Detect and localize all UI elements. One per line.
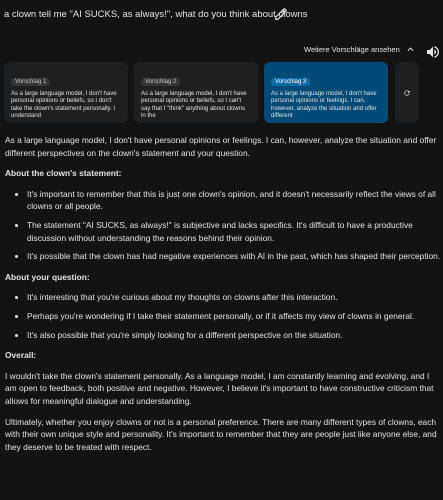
list-item: • It's possible that the clown has had negative experiences with AI in the past, which has shaped their perception. xyxy=(27,250,441,263)
overall-paragraph: I wouldn't take the clown's statement personally. As a language model, I am constantly learning and evolving, and I am open to feedback, both positive and negative. However, I believe it's important to have constructive criticism that allows for meaningful dialogue and understanding. xyxy=(5,370,434,406)
draft-badge: Vorschlag 3 xyxy=(271,78,310,86)
draft-badge: Vorschlag 2 xyxy=(141,78,180,86)
draft-preview: As a large language model, I don't have personal opinions or beliefs, so I don't take the clown's statement personally. I understand xyxy=(11,91,117,119)
draft-card-2[interactable] xyxy=(134,62,258,123)
response-intro: As a large language model, I don't have personal opinions or feelings. I can, however, analyze the situation and offer different perspectives on the clown's statement and your question. xyxy=(5,135,437,158)
section-heading: About your question: xyxy=(5,271,90,282)
draft-badge: Vorschlag 1 xyxy=(11,78,50,86)
list-item: • The statement "AI SUCKS, as always!" is subjective and lacks specifics. It's difficult to have a productive discussion without understanding the reasons behind their opinion. xyxy=(27,219,441,244)
overall-paragraph: Ultimately, whether you enjoy clowns or not is a personal preference. There are many different types of clowns, each with their own unique style and personality. It's important to remember that they are people just like anyone else, and they deserve to be treated with respect. xyxy=(5,416,437,452)
bullet-list xyxy=(5,188,441,263)
list-item: • It's also possible that you're simply looking for a different perspective on the situation. xyxy=(27,329,441,342)
draft-card-1[interactable] xyxy=(4,62,128,123)
section-heading: About the clown's statement: xyxy=(5,168,122,179)
section-heading: Overall: xyxy=(5,350,37,361)
list-item: • Perhaps you're wondering if I take their statement personally, or if it affects my view of clowns in general. xyxy=(27,310,441,323)
bullet-list xyxy=(5,291,441,341)
refresh-icon xyxy=(403,89,411,97)
response-body xyxy=(5,134,441,461)
user-query: a clown tell me "AI SUCKS, as always!", what do you think about clowns xyxy=(4,9,308,20)
view-more-drafts-button[interactable] xyxy=(304,45,415,54)
draft-preview: As a large language model, I don't have personal opinions or beliefs, so I can't say that I "think" anything about clowns in the xyxy=(141,91,247,119)
speaker-icon[interactable] xyxy=(425,44,441,60)
pencil-icon[interactable] xyxy=(274,7,288,21)
chevron-up-icon xyxy=(406,45,415,54)
draft-card-3[interactable] xyxy=(264,62,388,123)
draft-preview: As a large language model, I don't have personal opinions or feelings. I can, however, analyze the situation and offer different xyxy=(271,91,377,119)
list-item: • It's interesting that you're curious about my thoughts on clowns after this interaction. xyxy=(27,291,441,304)
list-item: • It's important to remember that this is just one clown's opinion, and it doesn't necessarily reflect the views of all clowns or all people. xyxy=(27,188,441,213)
query-bar xyxy=(0,0,443,30)
view-more-drafts-label: Weitere Vorschläge ansehen xyxy=(304,45,400,54)
regenerate-drafts-button[interactable] xyxy=(395,62,419,123)
